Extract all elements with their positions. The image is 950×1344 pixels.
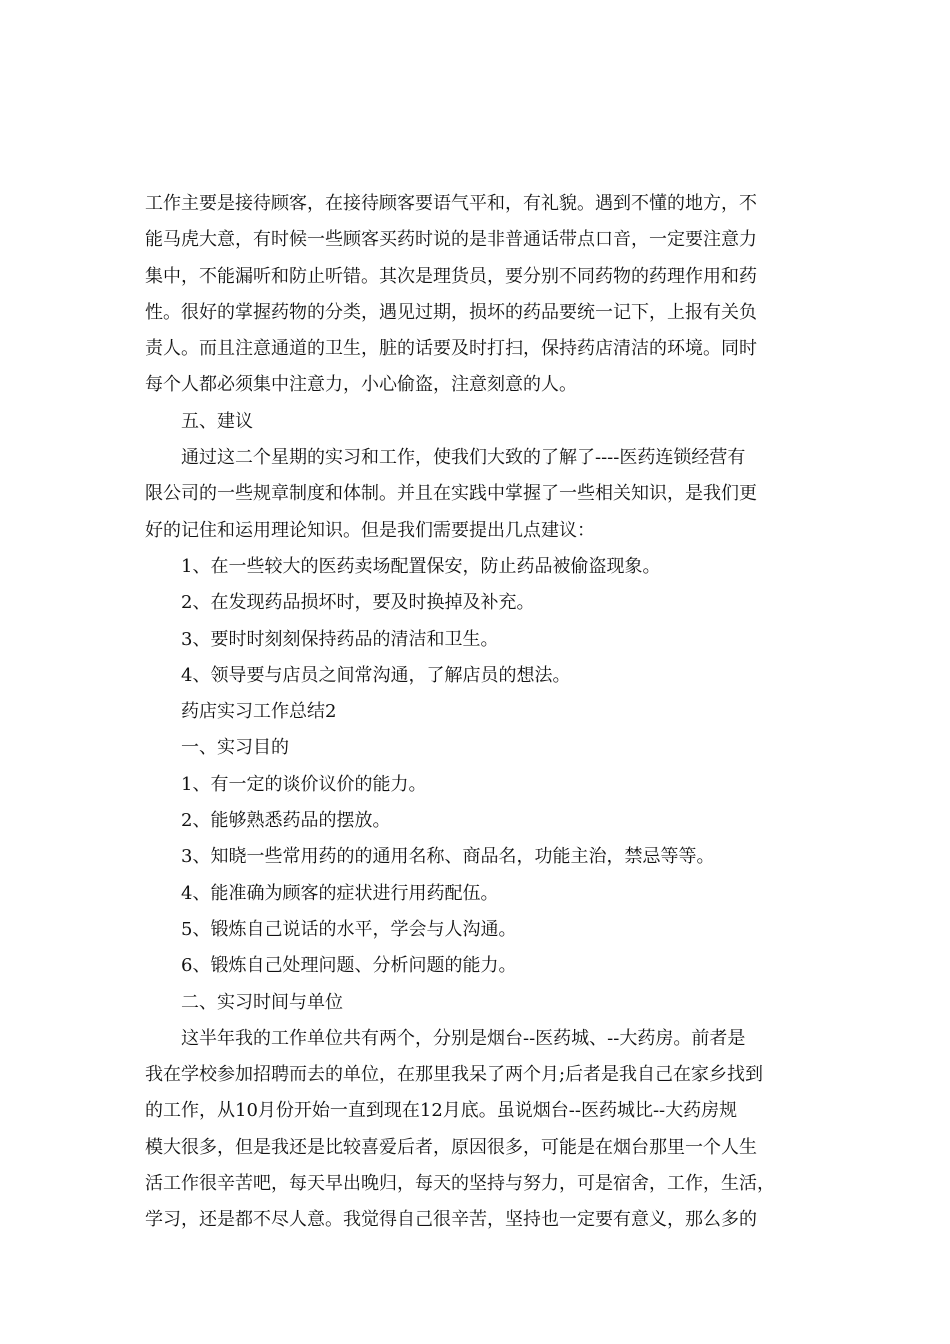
list-item: 2、在发现药品损坏时，要及时换掉及补充。 (181, 592, 535, 614)
paragraph-line: 模大很多，但是我还是比较喜爱后者，原因很多，可能是在烟台那里一个人生 (145, 1136, 757, 1158)
paragraph-line: 每个人都必须集中注意力，小心偷盗，注意刻意的人。 (145, 374, 577, 396)
list-item: 1、有一定的谈价议价的能力。 (181, 773, 427, 795)
paragraph-line: 工作主要是接待顾客，在接待顾客要语气平和，有礼貌。遇到不懂的地方，不 (145, 193, 757, 214)
list-item: 5、锻炼自己说话的水平，学会与人沟通。 (181, 918, 517, 940)
paragraph-line: 学习，还是都不尽人意。我觉得自己很辛苦，坚持也一定要有意义，那么多的 (145, 1209, 757, 1231)
paragraph-line: 通过这二个星期的实习和工作，使我们大致的了解了----医药连锁经营有 (181, 447, 746, 469)
section-heading: 一、实习目的 (181, 737, 289, 759)
list-item: 1、在一些较大的医药卖场配置保安，防止药品被偷盗现象。 (181, 555, 661, 577)
list-item: 3、要时时刻刻保持药品的清洁和卫生。 (181, 628, 499, 650)
paragraph-line: 的工作，从10月份开始一直到现在12月底。虽说烟台--医药城比--大药房规 (145, 1100, 738, 1122)
section-heading: 二、实习时间与单位 (181, 991, 343, 1013)
paragraph-line: 好的记住和运用理论知识。但是我们需要提出几点建议： (145, 519, 595, 541)
paragraph-line: 这半年我的工作单位共有两个，分别是烟台--医药城、--大药房。前者是 (181, 1027, 746, 1049)
paragraph-line: 活工作很辛苦吧，每天早出晚归，每天的坚持与努力，可是宿舍，工作，生活， (145, 1173, 775, 1195)
list-item: 6、锻炼自己处理问题、分析问题的能力。 (181, 955, 517, 977)
list-item: 4、领导要与店员之间常沟通，了解店员的想法。 (181, 664, 571, 686)
paragraph-line: 能马虎大意，有时候一些顾客买药时说的是非普通话带点口音，一定要注意力 (145, 229, 757, 251)
paragraph-line: 责人。而且注意通道的卫生，脏的话要及时打扫，保持药店清洁的环境。同时 (145, 338, 757, 360)
paragraph-line: 集中，不能漏听和防止听错。其次是理货员，要分别不同药物的药理作用和药 (145, 265, 757, 287)
paragraph-line: 性。很好的掌握药物的分类，遇见过期，损坏的药品要统一记下，上报有关负 (145, 301, 757, 323)
section-heading: 五、建议 (181, 410, 253, 432)
list-item: 4、能准确为顾客的症状进行用药配伍。 (181, 882, 499, 904)
paragraph-line: 限公司的一些规章制度和体制。并且在实践中掌握了一些相关知识，是我们更 (145, 483, 757, 505)
paragraph-line: 我在学校参加招聘而去的单位，在那里我呆了两个月;后者是我自己在家乡找到 (145, 1064, 764, 1086)
document-title: 药店实习工作总结2 (181, 701, 337, 723)
list-item: 2、能够熟悉药品的摆放。 (181, 810, 391, 832)
list-item: 3、知晓一些常用药的的通用名称、商品名，功能主治，禁忌等等。 (181, 846, 715, 868)
document-body (145, 186, 815, 1239)
